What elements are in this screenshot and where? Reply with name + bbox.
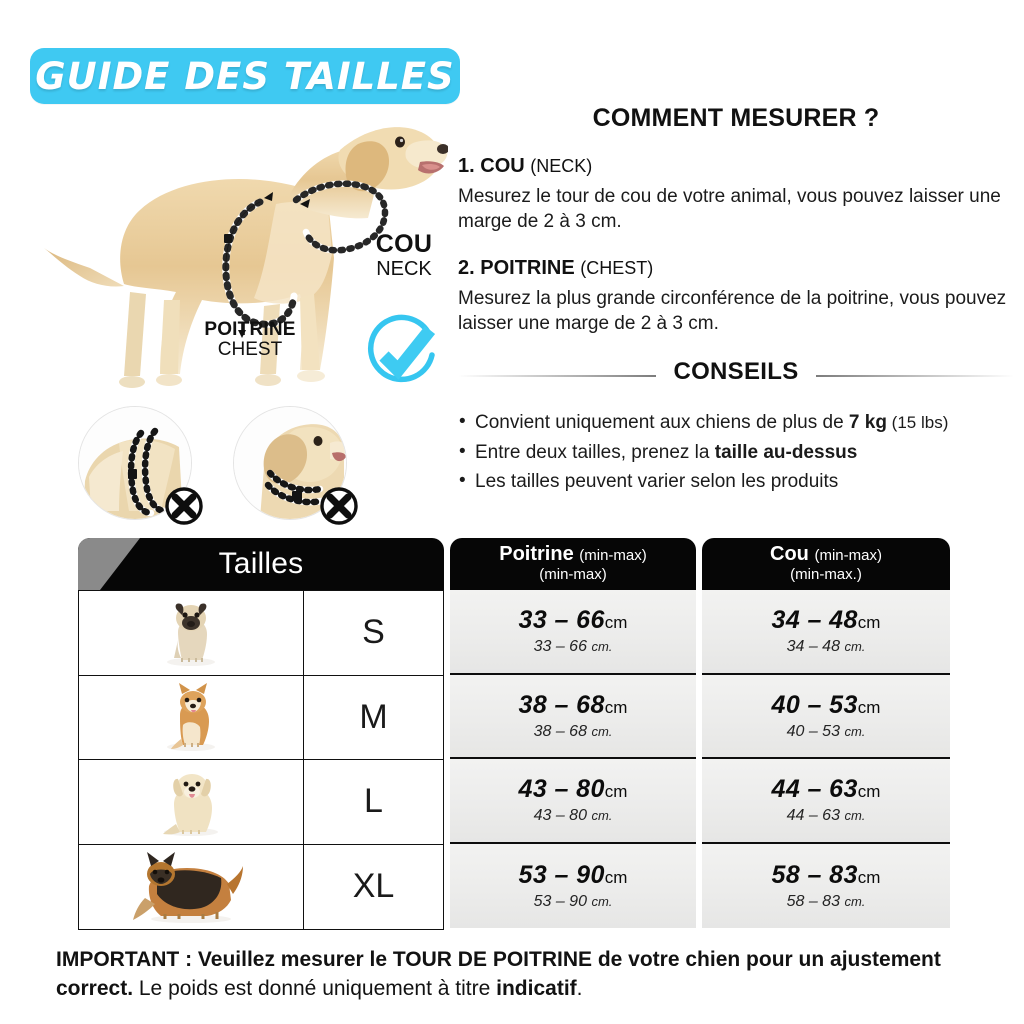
chest-range-secondary-unit: cm. [591, 723, 613, 739]
neck-range-value: 34 – 48 [771, 606, 858, 635]
chest-range-unit: cm [604, 613, 628, 633]
step-1-heading [458, 155, 1014, 178]
hero-neck-label-fr: COU [375, 230, 433, 258]
step-2-heading [458, 257, 1014, 280]
table-cell-chest [450, 759, 696, 844]
chest-range-secondary-value: 43 – 80 [533, 807, 587, 825]
table-chest-column [450, 590, 696, 930]
neck-range-secondary-unit: cm. [844, 639, 866, 655]
footer-normal-1: Le poids est donné uniquement à titre [133, 976, 497, 1000]
step-1-number: 1. [458, 155, 475, 177]
table-sizes-column [78, 590, 444, 930]
hero-chest-label-en: CHEST [217, 339, 283, 361]
page-title-banner [30, 48, 460, 104]
step-1-name-fr: COU [480, 155, 525, 177]
neck-range-secondary-value: 34 – 48 [786, 638, 840, 656]
footer-strong-1: IMPORTANT : Veuillez mesurer le TOUR DE POITRINE de votre chien pour un ajustement correct. [56, 948, 941, 1000]
neck-range-secondary [787, 807, 866, 825]
table-cell-neck [702, 675, 950, 760]
incorrect-measurement-examples [78, 406, 378, 528]
x-circle-icon [162, 484, 206, 528]
tips-divider [458, 358, 1014, 392]
neck-range-secondary-value: 40 – 53 [786, 722, 840, 740]
tips-title: CONSEILS [673, 358, 799, 386]
incorrect-example-2 [233, 406, 353, 524]
chest-range-unit: cm [604, 867, 628, 887]
table-cell-chest [450, 675, 696, 760]
size-letter-cell [304, 591, 443, 675]
check-circle-icon [358, 312, 444, 398]
neck-range-secondary [787, 638, 866, 656]
neck-range-secondary [787, 893, 866, 911]
table-header-chest [450, 538, 696, 590]
hero-chest-label [180, 320, 320, 360]
table-row [79, 760, 443, 845]
table-header-sizes-label: Tailles [218, 547, 304, 580]
table-cell-chest [450, 844, 696, 929]
chest-range-secondary-unit: cm. [591, 808, 613, 824]
neck-range-primary [772, 775, 881, 804]
size-table [78, 538, 950, 930]
table-cell-neck [702, 759, 950, 844]
chest-range-value: 33 – 66 [518, 606, 605, 635]
tip-1-strong: 7 kg [848, 412, 887, 434]
chest-range-primary [519, 775, 628, 804]
chest-range-primary [519, 691, 628, 720]
neck-range-value: 40 – 53 [771, 690, 858, 719]
neck-range-secondary-value: 58 – 83 [786, 892, 840, 910]
table-neck-column [702, 590, 950, 930]
footer-tail: . [576, 976, 583, 1000]
tip-1-lead: Convient uniquement aux chiens de plus de [475, 412, 849, 434]
neck-range-primary [772, 861, 881, 890]
dog-thumbnail-german-shepherd [79, 845, 304, 930]
step-2-name-en: (CHEST) [580, 257, 654, 278]
list-item [458, 438, 1014, 467]
list-item [458, 467, 1014, 496]
table-header-neck-sub: (min-max) [814, 547, 882, 565]
x-circle-icon [317, 484, 361, 528]
size-letter-cell [304, 845, 443, 930]
neck-range-secondary-unit: cm. [844, 723, 866, 739]
size-letter: M [359, 697, 388, 736]
how-to-measure-title: COMMENT MESURER ? [592, 104, 880, 132]
chest-range-secondary-value: 53 – 90 [533, 892, 587, 910]
neck-range-unit: cm [857, 782, 881, 802]
table-row [79, 845, 443, 930]
table-header-chest-sub: (min-max) [579, 547, 647, 565]
chest-range-value: 53 – 90 [518, 860, 605, 889]
table-cell-neck [702, 590, 950, 675]
size-letter-cell [304, 676, 443, 760]
chest-range-secondary-unit: cm. [591, 893, 613, 909]
neck-range-unit: cm [857, 697, 881, 717]
table-header-neck-main: Cou [770, 543, 809, 566]
chest-range-secondary [534, 723, 613, 741]
hero-neck-label-en: NECK [376, 257, 432, 280]
size-letter: S [362, 613, 385, 652]
table-cell-neck [702, 844, 950, 929]
tip-2-strong: taille au-dessus [714, 441, 858, 463]
neck-range-value: 44 – 63 [771, 775, 858, 804]
table-header-neck-line1 [770, 544, 882, 566]
neck-range-unit: cm [857, 867, 881, 887]
neck-range-secondary-unit: cm. [844, 808, 866, 824]
dog-thumbnail-pug [79, 591, 304, 675]
chest-range-secondary [534, 893, 613, 911]
neck-range-value: 58 – 83 [771, 860, 858, 889]
table-header-sizes [78, 538, 444, 590]
footer-important-note [56, 946, 976, 1004]
dog-thumbnail-shiba-inu [79, 676, 304, 760]
hero-chest-label-fr: POITRINE [204, 319, 296, 340]
chest-range-secondary-unit: cm. [591, 639, 613, 655]
size-letter: XL [352, 867, 395, 906]
table-header-neck-line2: (min-max.) [790, 566, 862, 584]
hero-neck-label [358, 232, 450, 279]
neck-range-secondary-unit: cm. [844, 893, 866, 909]
table-cell-chest [450, 590, 696, 675]
size-letter: L [364, 782, 383, 821]
table-header-neck [702, 538, 950, 590]
how-to-measure-section [458, 104, 1014, 496]
step-2-name-fr: POITRINE [480, 256, 575, 279]
chest-range-value: 38 – 68 [518, 690, 605, 719]
incorrect-example-1 [78, 406, 198, 524]
tip-3-lead: Les tailles peuvent varier selon les produits [475, 470, 839, 492]
dog-thumbnail-labrador [79, 760, 304, 844]
neck-range-secondary-value: 44 – 63 [786, 807, 840, 825]
chest-range-primary [519, 606, 628, 635]
header-wedge-decoration [78, 538, 140, 590]
footer-strong-2: indicatif [496, 976, 577, 1000]
chest-range-primary [519, 861, 628, 890]
table-header-chest-line2: (min-max) [539, 566, 607, 584]
neck-range-unit: cm [857, 613, 881, 633]
chest-range-value: 43 – 80 [518, 775, 605, 804]
chest-range-unit: cm [604, 782, 628, 802]
tips-list [458, 408, 1014, 496]
table-header-chest-main: Poitrine [499, 543, 574, 566]
chest-range-secondary [534, 638, 613, 656]
size-letter-cell [304, 760, 443, 844]
neck-range-primary [772, 691, 881, 720]
step-2-body: Mesurez la plus grande circonférence de la poitrine, vous pouvez laisser une marge de 2 à 3 cm. [458, 287, 1007, 334]
neck-range-primary [772, 606, 881, 635]
chest-range-secondary-value: 38 – 68 [533, 722, 587, 740]
chest-range-secondary [534, 807, 613, 825]
tip-1-tail: (15 lbs) [886, 413, 949, 433]
neck-range-secondary [787, 723, 866, 741]
chest-range-unit: cm [604, 697, 628, 717]
table-row [79, 676, 443, 761]
chest-range-secondary-value: 33 – 66 [533, 638, 587, 656]
tip-2-lead: Entre deux tailles, prenez la [475, 441, 715, 463]
step-2-number: 2. [458, 256, 475, 279]
table-header-chest-line1 [499, 544, 647, 566]
step-1-name-en: (NECK) [530, 156, 593, 176]
step-1-body: Mesurez le tour de cou de votre animal, vous pouvez laisser une marge de 2 à 3 cm. [458, 186, 1001, 233]
table-row [79, 591, 443, 676]
list-item [458, 408, 1014, 437]
page-title: GUIDE DES TAILLES [35, 54, 455, 98]
